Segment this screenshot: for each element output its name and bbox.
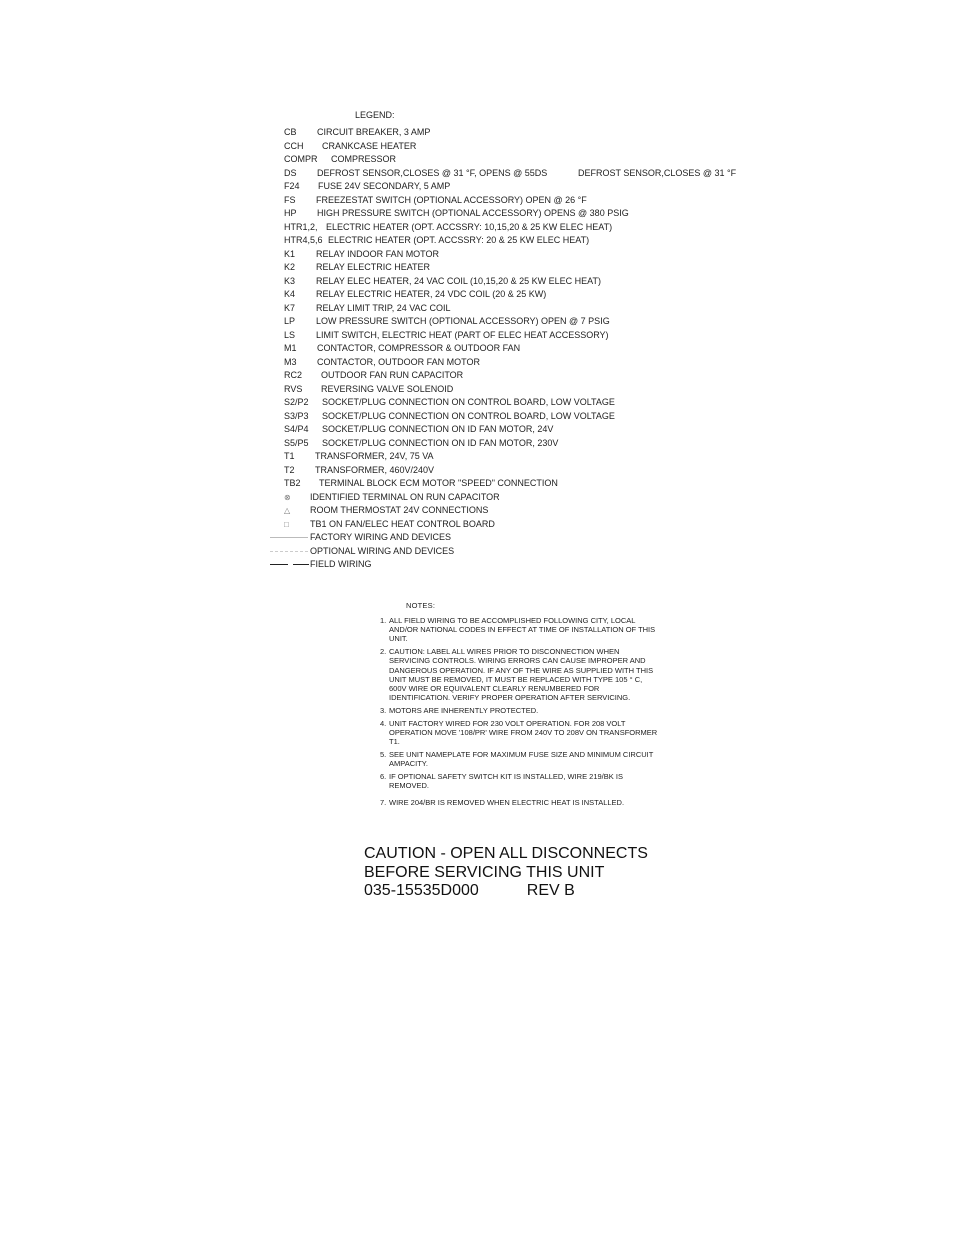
legend-description: FUSE 24V SECONDARY, 5 AMP xyxy=(318,181,451,191)
note-item xyxy=(380,647,660,702)
note-number: 3. xyxy=(380,705,387,715)
legend-code: FS xyxy=(284,194,296,205)
legend-title: LEGEND: xyxy=(355,110,395,120)
legend-code: S5/P5 xyxy=(284,437,309,448)
legend-code: K4 xyxy=(284,289,296,299)
note-item xyxy=(380,719,660,747)
legend-code: HP xyxy=(284,208,297,218)
legend-code: CB xyxy=(284,127,297,137)
notes-list xyxy=(380,616,660,811)
note-number: 6. xyxy=(380,771,387,781)
note-number: 4. xyxy=(380,718,387,728)
legend-description: DEFROST SENSOR,CLOSES @ 31 °F, OPENS @ 55DS xyxy=(317,167,548,178)
legend-code: T2 xyxy=(284,464,295,475)
note-text: MOTORS ARE INHERENTLY PROTECTED. xyxy=(389,705,539,715)
legend-symbol-description: IDENTIFIED TERMINAL ON RUN CAPACITOR xyxy=(310,491,500,502)
note-item xyxy=(380,616,660,644)
caution-block xyxy=(364,845,648,901)
legend-description: SOCKET/PLUG CONNECTION ON CONTROL BOARD, LOW VOLTAGE xyxy=(322,410,615,421)
note-text: WIRE 204/BR IS REMOVED WHEN ELECTRIC HEAT IS INSTALLED. xyxy=(389,797,625,807)
legend-code: RC2 xyxy=(284,370,303,380)
field-wiring-line-icon xyxy=(270,564,288,565)
note-text: SEE UNIT NAMEPLATE FOR MAXIMUM FUSE SIZE AND MINIMUM CIRCUIT AMPACITY. xyxy=(389,749,654,768)
legend-code: K7 xyxy=(284,302,296,313)
caution-line-2: BEFORE SERVICING THIS UNIT xyxy=(364,863,605,881)
field-wiring-line-icon xyxy=(293,564,309,565)
legend-description: TERMINAL BLOCK ECM MOTOR "SPEED" CONNECTION xyxy=(319,478,558,488)
legend-code: COMPR xyxy=(284,154,318,164)
legend-code: CCH xyxy=(284,140,304,151)
legend-description: REVERSING VALVE SOLENOID xyxy=(321,383,454,394)
control-board-square-icon: □ xyxy=(284,519,289,529)
legend-description: RELAY ELEC HEATER, 24 VAC COIL (10,15,20 & 25 KW ELEC HEAT) xyxy=(316,275,601,286)
legend-code: S4/P4 xyxy=(284,424,309,434)
legend-description: OUTDOOR FAN RUN CAPACITOR xyxy=(321,370,464,380)
legend-description: FREEZESTAT SWITCH (OPTIONAL ACCESSORY) OPEN @ 26 °F xyxy=(316,194,587,205)
legend-line-description: FIELD WIRING xyxy=(310,559,372,569)
legend-code: DS xyxy=(284,167,297,178)
note-item xyxy=(380,706,660,715)
legend-code: LP xyxy=(284,316,296,326)
note-text: ALL FIELD WIRING TO BE ACCOMPLISHED FOLLOWING CITY, LOCAL AND/OR NATIONAL CODES IN EFFECT AT TIME OF INSTALLATION OF THIS UNIT. xyxy=(389,616,656,644)
note-item xyxy=(380,798,660,807)
thermostat-triangle-icon: △ xyxy=(284,506,291,515)
legend-code: K3 xyxy=(284,275,296,286)
legend-description: RELAY INDOOR FAN MOTOR xyxy=(316,248,440,259)
legend-code: M3 xyxy=(284,356,297,367)
legend-code: M1 xyxy=(284,343,297,353)
note-number: 2. xyxy=(380,647,387,657)
legend-code: RVS xyxy=(284,383,303,394)
legend-description: LOW PRESSURE SWITCH (OPTIONAL ACCESSORY) OPEN @ 7 PSIG xyxy=(316,316,610,326)
legend-code: F24 xyxy=(284,181,300,191)
note-text: UNIT FACTORY WIRED FOR 230 VOLT OPERATION. FOR 208 VOLT OPERATION MOVE '108/PR' WIRE FROM 240V TO 208V ON TRANSFORMER T1. xyxy=(389,718,658,746)
legend-description: HIGH PRESSURE SWITCH (OPTIONAL ACCESSORY) OPENS @ 380 PSIG xyxy=(317,208,629,218)
legend-description: TRANSFORMER, 24V, 75 VA xyxy=(315,451,434,461)
note-number: 7. xyxy=(380,797,387,807)
notes-title: NOTES: xyxy=(406,601,436,610)
legend-code: S3/P3 xyxy=(284,410,309,421)
legend-line-description: OPTIONAL WIRING AND DEVICES xyxy=(310,545,455,556)
note-text: IF OPTIONAL SAFETY SWITCH KIT IS INSTALLED, WIRE 219/BK IS REMOVED. xyxy=(389,771,623,790)
legend-code: S2/P2 xyxy=(284,397,309,407)
legend-description-extra: DEFROST SENSOR,CLOSES @ 31 °F xyxy=(578,167,737,178)
legend-description: COMPRESSOR xyxy=(331,154,397,164)
legend-description: RELAY ELECTRIC HEATER, 24 VDC COIL (20 & 25 KW) xyxy=(316,289,547,299)
legend-description: CONTACTOR, OUTDOOR FAN MOTOR xyxy=(317,356,481,367)
factory-wiring-line-icon xyxy=(270,537,308,538)
legend-code: T1 xyxy=(284,451,295,461)
optional-wiring-line-icon xyxy=(270,551,308,552)
capacitor-terminal-icon: ⊗ xyxy=(284,492,291,502)
legend-description: TRANSFORMER, 460V/240V xyxy=(315,464,435,475)
legend-description: LIMIT SWITCH, ELECTRIC HEAT (PART OF ELEC HEAT ACCESSORY) xyxy=(316,329,609,340)
document-id-line xyxy=(364,882,648,901)
document-number: 035-15535D000 xyxy=(364,882,479,899)
revision-label: REV B xyxy=(526,882,575,899)
note-number: 5. xyxy=(380,749,387,759)
legend-symbol-description: TB1 ON FAN/ELEC HEAT CONTROL BOARD xyxy=(310,518,495,529)
legend-line-description: FACTORY WIRING AND DEVICES xyxy=(310,532,452,542)
legend-description: SOCKET/PLUG CONNECTION ON ID FAN MOTOR, 230V xyxy=(322,437,559,448)
legend-description: RELAY ELECTRIC HEATER xyxy=(316,262,431,272)
legend-symbol-description: ROOM THERMOSTAT 24V CONNECTIONS xyxy=(310,505,489,515)
legend-description: RELAY LIMIT TRIP, 24 VAC COIL xyxy=(316,302,451,313)
note-text: CAUTION: LABEL ALL WIRES PRIOR TO DISCONNECTION WHEN SERVICING CONTROLS. WIRING ERRORS CAN CAUSE IMPROPER AND DANGEROUS OPERATION. IF ANY OF THE WIRE AS SUPPLIED WITH THIS UNIT MUST BE REMOVED, IT MUST BE REPLACED WITH TYPE 105 ° C, 600V WIRE OR EQUIVALENT CLEARLY RENUMBERED FOR IDENTIFICATION. VERIFY PROPER OPERATION AFTER SERVICING. xyxy=(389,647,654,703)
note-number: 1. xyxy=(380,616,387,625)
legend-code: K1 xyxy=(284,248,296,259)
legend-description: SOCKET/PLUG CONNECTION ON CONTROL BOARD, LOW VOLTAGE xyxy=(322,397,615,407)
note-item xyxy=(380,750,660,768)
legend-description: SOCKET/PLUG CONNECTION ON ID FAN MOTOR, 24V xyxy=(322,424,554,434)
note-item xyxy=(380,772,660,790)
legend-code: HTR4,5,6 xyxy=(284,235,323,245)
legend-description: CONTACTOR, COMPRESSOR & OUTDOOR FAN xyxy=(317,343,521,353)
legend-description: ELECTRIC HEATER (OPT. ACCSSRY: 10,15,20 & 25 KW ELEC HEAT) xyxy=(326,221,613,232)
legend-description: ELECTRIC HEATER (OPT. ACCSSRY: 20 & 25 KW ELEC HEAT) xyxy=(328,235,590,245)
legend-description: CIRCUIT BREAKER, 3 AMP xyxy=(317,127,431,137)
legend-code: LS xyxy=(284,329,296,340)
legend-code: HTR1,2, xyxy=(284,221,318,232)
legend-code: K2 xyxy=(284,262,296,272)
caution-line-1: CAUTION - OPEN ALL DISCONNECTS xyxy=(364,845,648,862)
legend-description: CRANKCASE HEATER xyxy=(322,140,417,151)
legend-code: TB2 xyxy=(284,478,301,488)
